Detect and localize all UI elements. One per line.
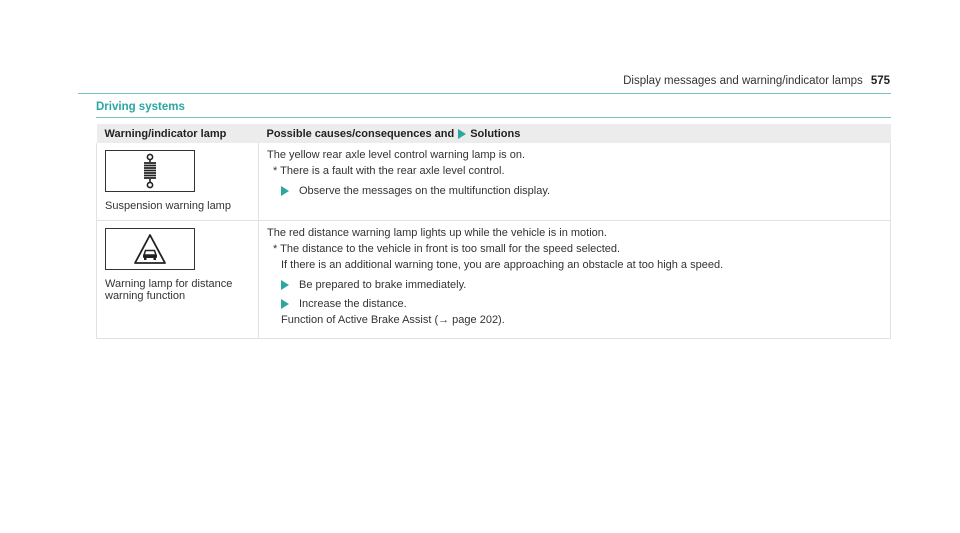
table-row — [97, 221, 891, 339]
action-arrow-icon — [281, 186, 289, 196]
header-lamp: Warning/indicator lamp — [97, 124, 259, 143]
action-text: Be prepared to brake immediately. — [299, 279, 467, 291]
header-solutions-label: Solutions — [470, 127, 521, 140]
suspension-warning-icon — [140, 153, 160, 189]
header-causes-label: Possible causes/consequences and — [266, 127, 455, 140]
cause-detail: * The distance to the vehicle in front is too small for the speed selected. — [273, 243, 621, 255]
header-causes — [259, 124, 891, 143]
page-number: 575 — [870, 75, 890, 87]
section-title: Driving systems — [96, 101, 185, 113]
lamp-frame — [105, 228, 195, 270]
lamp-label: Suspension warning lamp — [105, 200, 231, 212]
solutions-arrow-icon — [458, 129, 466, 139]
warning-lamp-table — [96, 124, 891, 339]
action-item — [267, 279, 882, 291]
page-reference: Function of Active Brake Assist (→ page 202). — [281, 314, 505, 326]
action-arrow-icon — [281, 280, 289, 290]
causes-cell — [259, 143, 891, 221]
cause-text: The red distance warning lamp lights up while the vehicle is in motion. — [267, 227, 607, 239]
lamp-label-line2: warning function — [105, 290, 186, 302]
running-head — [623, 75, 890, 87]
action-text: Observe the messages on the multifunction display. — [299, 185, 551, 197]
cause-text: The yellow rear axle level control warning lamp is on. — [267, 149, 526, 161]
action-arrow-icon — [281, 299, 289, 309]
lamp-cell — [97, 143, 259, 221]
lamp-cell — [97, 221, 259, 339]
table-header-row — [97, 124, 891, 143]
table-row — [97, 143, 891, 221]
lamp-frame — [105, 150, 195, 192]
action-item — [267, 298, 882, 310]
section-rule — [96, 117, 891, 118]
header-rule — [78, 93, 891, 94]
action-item — [267, 185, 882, 197]
cause-extra: If there is an additional warning tone, you are approaching an obstacle at too high a speed. — [281, 259, 724, 271]
cause-detail: * There is a fault with the rear axle level control. — [273, 165, 505, 177]
action-text: Increase the distance. — [299, 298, 407, 310]
distance-warning-icon — [133, 233, 167, 265]
running-head-title: Display messages and warning/indicator lamps — [623, 75, 863, 87]
lamp-label-line1: Warning lamp for distance — [105, 278, 233, 290]
causes-cell — [259, 221, 891, 339]
